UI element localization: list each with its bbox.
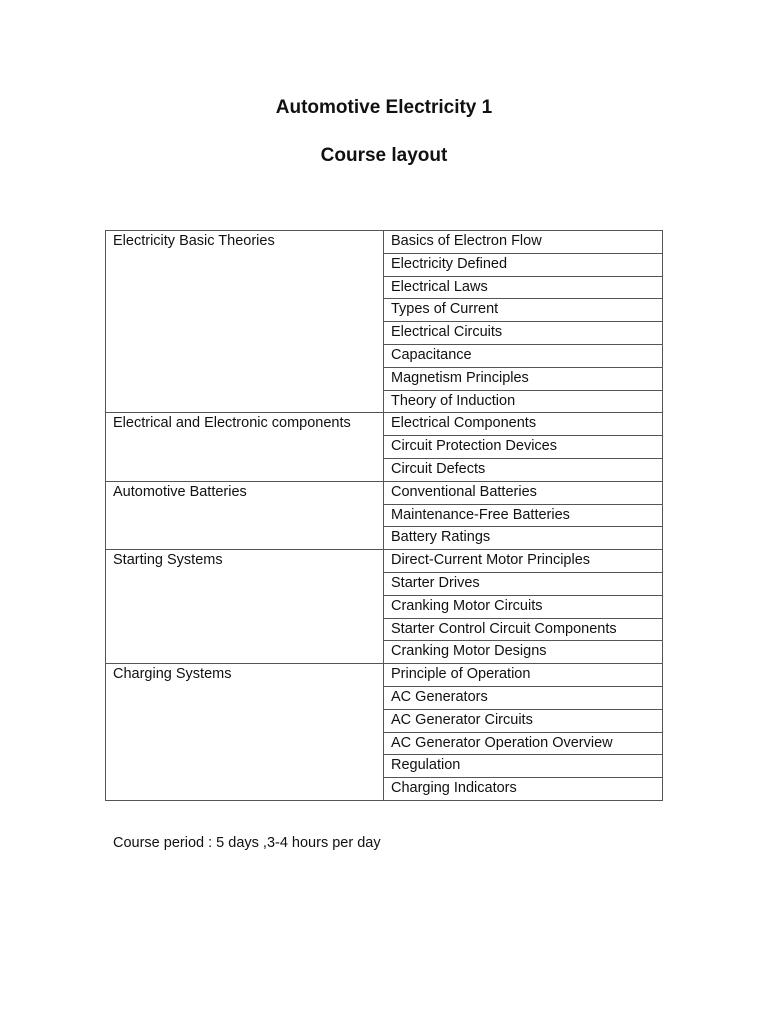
lesson-cell: Battery Ratings (384, 527, 663, 550)
lesson-cell: Theory of Induction (384, 390, 663, 413)
lesson-cell: Maintenance-Free Batteries (384, 504, 663, 527)
lesson-cell: Regulation (384, 755, 663, 778)
module-topic-cell: Electricity Basic Theories (106, 231, 384, 413)
lesson-cell: Magnetism Principles (384, 367, 663, 390)
lesson-cell: AC Generators (384, 686, 663, 709)
course-outline-body (106, 231, 663, 801)
lesson-cell: Circuit Protection Devices (384, 436, 663, 459)
table-row (106, 550, 663, 573)
module-topic-cell: Automotive Batteries (106, 481, 384, 549)
course-outline-table (105, 230, 663, 801)
lesson-cell: Electrical Laws (384, 276, 663, 299)
lesson-cell: AC Generator Operation Overview (384, 732, 663, 755)
lesson-cell: Circuit Defects (384, 458, 663, 481)
lesson-cell: Conventional Batteries (384, 481, 663, 504)
lesson-cell: Electrical Circuits (384, 322, 663, 345)
table-row (106, 481, 663, 504)
course-period-note: Course period : 5 days ,3-4 hours per day (113, 835, 381, 851)
document-title: Automotive Electricity 1 (275, 97, 493, 118)
module-topic-cell: Electrical and Electronic components (106, 413, 384, 481)
table-row (106, 413, 663, 436)
module-topic-cell: Charging Systems (106, 664, 384, 801)
table-row (106, 231, 663, 254)
lesson-cell: AC Generator Circuits (384, 709, 663, 732)
lesson-cell: Starter Drives (384, 572, 663, 595)
lesson-cell: Cranking Motor Designs (384, 641, 663, 664)
lesson-cell: Electrical Components (384, 413, 663, 436)
lesson-cell: Cranking Motor Circuits (384, 595, 663, 618)
lesson-cell: Charging Indicators (384, 778, 663, 801)
lesson-cell: Electricity Defined (384, 253, 663, 276)
lesson-cell: Types of Current (384, 299, 663, 322)
document-subtitle: Course layout (320, 145, 448, 166)
lesson-cell: Basics of Electron Flow (384, 231, 663, 254)
lesson-cell: Capacitance (384, 344, 663, 367)
module-topic-cell: Starting Systems (106, 550, 384, 664)
table-row (106, 664, 663, 687)
lesson-cell: Direct-Current Motor Principles (384, 550, 663, 573)
lesson-cell: Principle of Operation (384, 664, 663, 687)
lesson-cell: Starter Control Circuit Components (384, 618, 663, 641)
